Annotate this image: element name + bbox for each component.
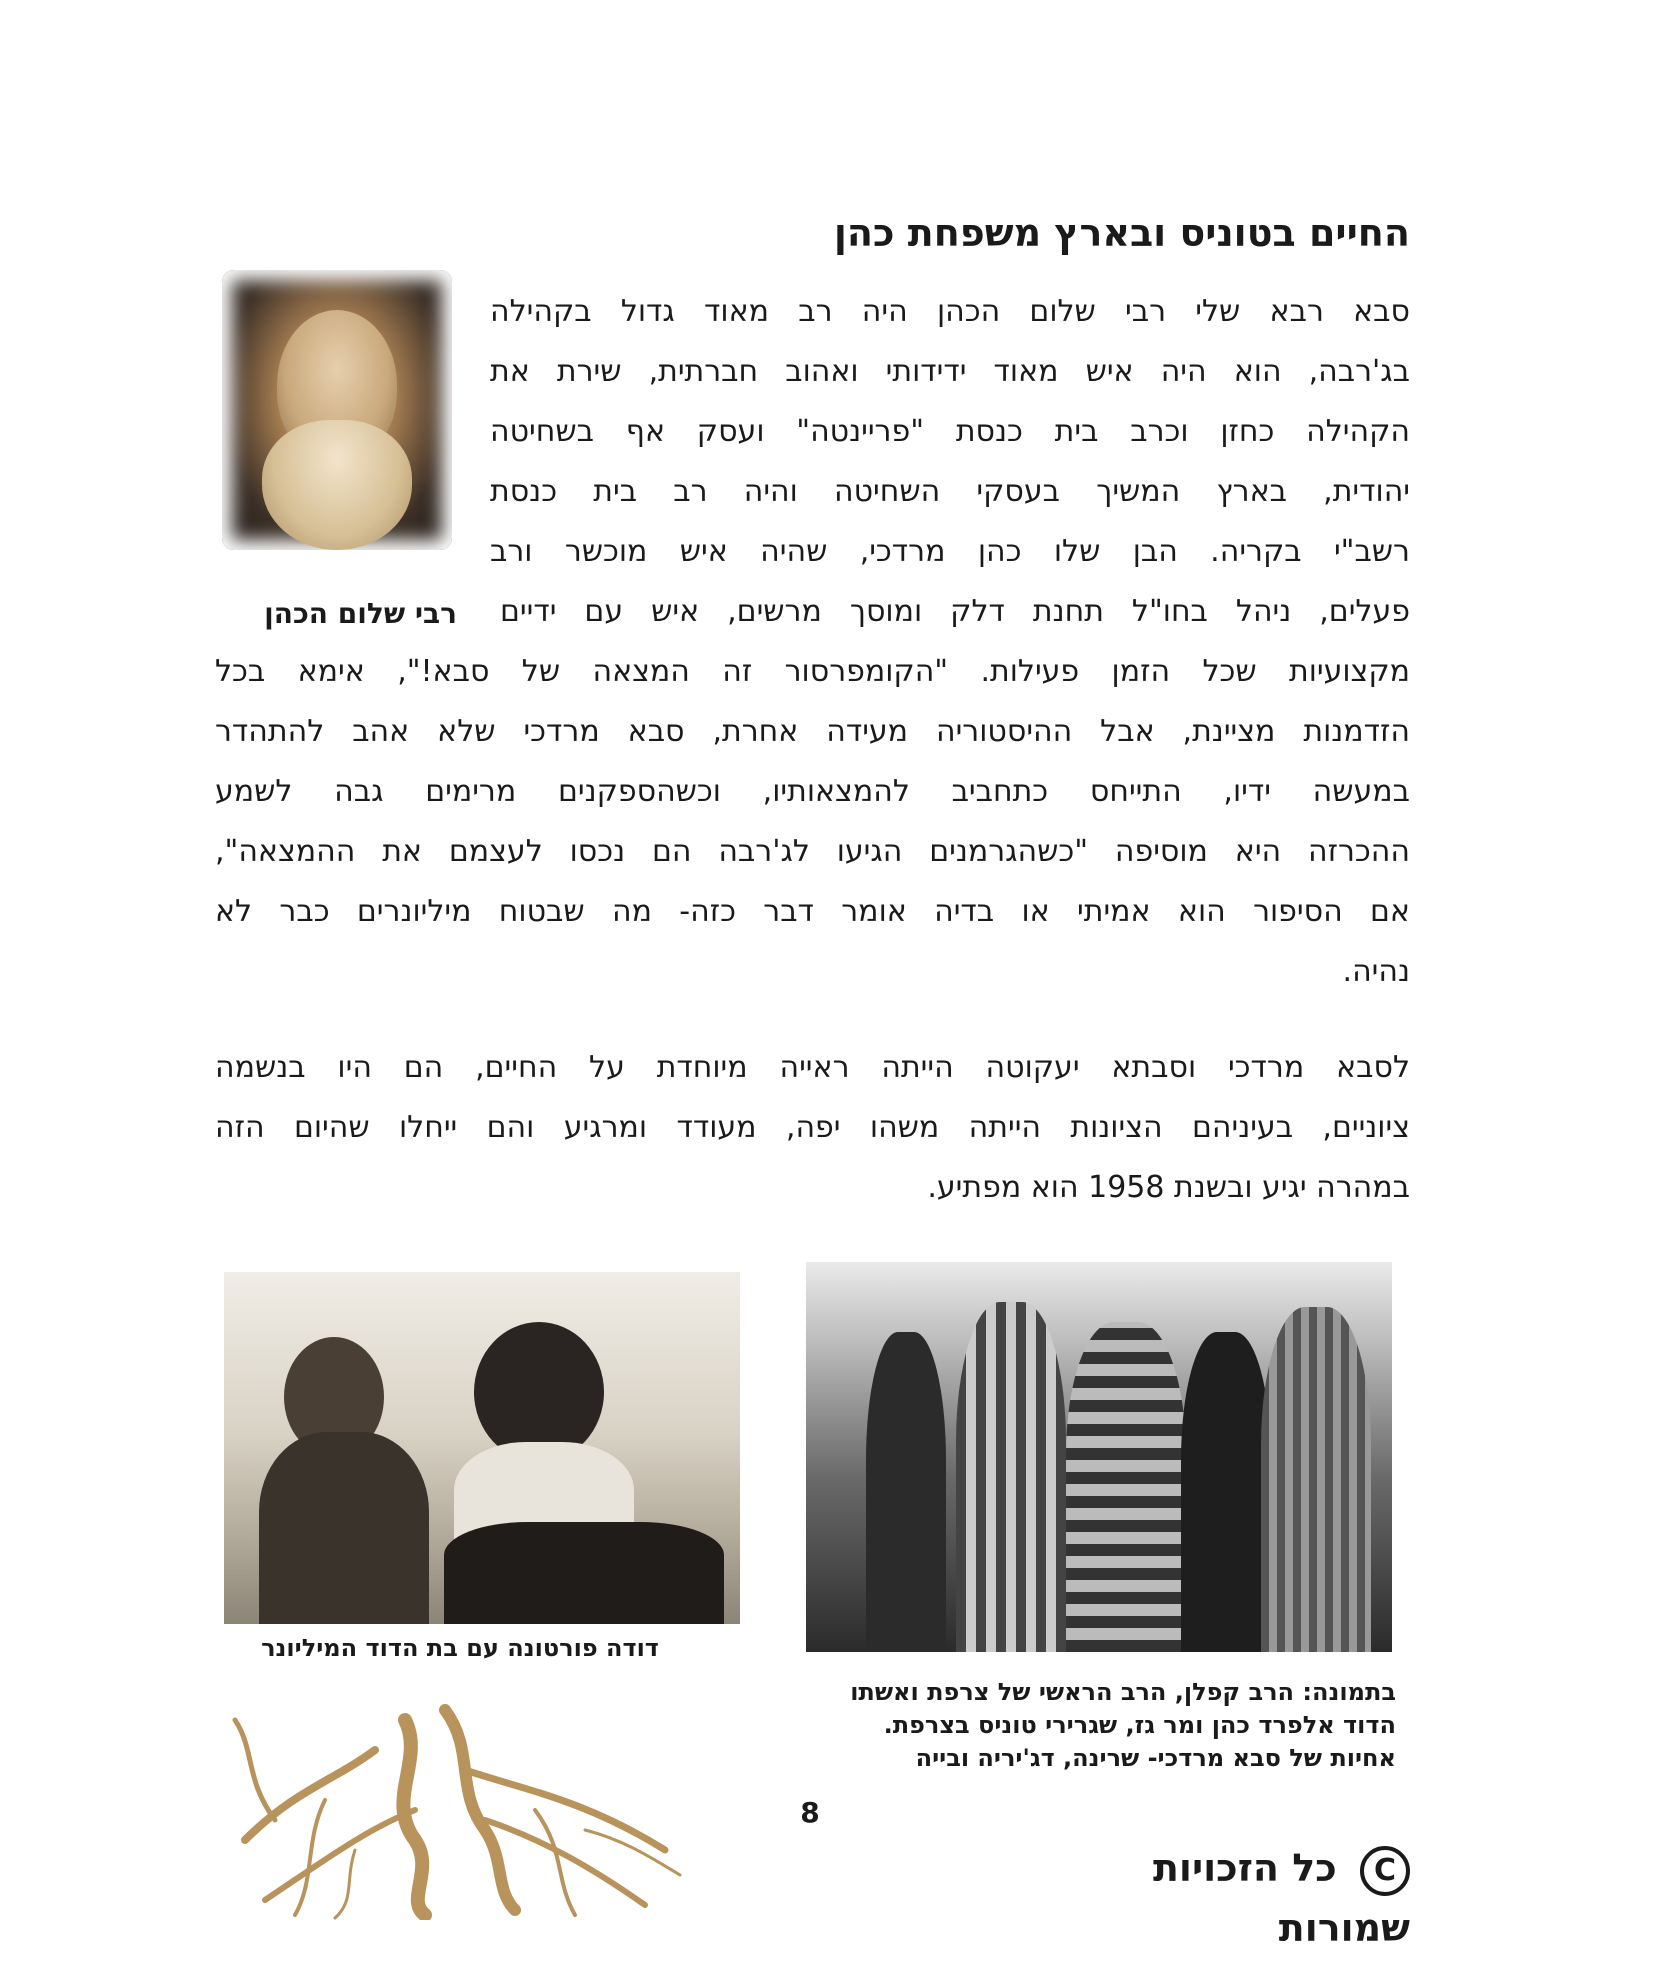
paragraph-1-line: ההכרזה היא מוסיפה "כשהגרמנים הגיעו לג'רבה הם נכסו לעצמם את ההמצאה", bbox=[215, 834, 1410, 869]
paragraph-1-line: נהיה. bbox=[1342, 954, 1410, 989]
family-group-photo bbox=[806, 1262, 1392, 1652]
paragraph-2-line: ציוניים, בעיניהם הציונות הייתה משהו יפה, מעודד ומרגיע והם ייחלו שהיום הזה bbox=[215, 1110, 1410, 1145]
dried-roots-illustration bbox=[205, 1690, 685, 1920]
family-group-caption-line: אחיות של סבא מרדכי- שרינה, דג'יריה ובייה bbox=[915, 1744, 1396, 1772]
page-title: החיים בטוניס ובארץ משפחת כהן bbox=[833, 211, 1410, 255]
family-group-caption bbox=[800, 1676, 1396, 1775]
rabbi-portrait-photo bbox=[222, 270, 452, 550]
paragraph-2 bbox=[215, 1038, 1410, 1218]
paragraph-1-line: אם הסיפור הוא אמיתי או בדיה אומר דבר כזה- מה שבטוח מיליונרים כבר לא bbox=[215, 894, 1410, 929]
paragraph-1-line: רשב"י בקריה. הבן שלו כהן מרדכי, שהיה איש מוכשר ורב bbox=[490, 534, 1410, 569]
paragraph-1-line: פעלים, ניהל בחו"ל תחנת דלק ומוסך מרשים, איש עם ידיים bbox=[500, 594, 1410, 629]
paragraph-2-line: במהרה יגיע ובשנת 1958 הוא מפתיע. bbox=[927, 1170, 1410, 1205]
paragraph-1-line: סבא רבא שלי רבי שלום הכהן היה רב מאוד גדול בקהילה bbox=[490, 294, 1410, 329]
page-number: 8 bbox=[800, 1796, 820, 1829]
aunt-fortuna-photo bbox=[224, 1272, 740, 1624]
paragraph-2-line: לסבא מרדכי וסבתא יעקוטה הייתה ראייה מיוחדת על החיים, הם היו בנשמה bbox=[215, 1050, 1410, 1085]
rabbi-beard bbox=[262, 420, 412, 550]
aunt-fortuna-caption: דודה פורטונה עם בת הדוד המיליונר bbox=[261, 1634, 659, 1662]
rights-text: כל הזכויות שמורות bbox=[1152, 1846, 1410, 1950]
paragraph-1-line: הקהילה כחזן וכרב בית כנסת "פריינטה" ועסק אף בשחיטה bbox=[490, 414, 1410, 449]
paragraph-1-line: הזדמנות מציינת, אבל ההיסטוריה מעידה אחרת, סבא מרדכי שלא אהב להתהדר bbox=[215, 714, 1410, 749]
copyright-icon: C bbox=[1360, 1846, 1410, 1896]
paragraph-1-line: במעשה ידיו, התייחס כתחביב להמצאותיו, וכשהספקנים מרימים גבה לשמע bbox=[215, 774, 1410, 809]
rabbi-caption: רבי שלום הכהן bbox=[264, 597, 457, 630]
paragraph-1 bbox=[490, 282, 1410, 582]
family-group-caption-line: בתמונה: הרב קפלן, הרב הראשי של צרפת ואשתו bbox=[850, 1678, 1396, 1706]
paragraph-1-continued bbox=[215, 582, 1410, 1002]
copyright-notice bbox=[1020, 1838, 1410, 1950]
paragraph-1-line: יהודית, בארץ המשיך בעסקי השחיטה והיה רב בית כנסת bbox=[490, 474, 1410, 509]
paragraph-1-line: מקצועיות שכל הזמן פעילות. "הקומפרסור זה המצאה של סבא!", אימא בכל bbox=[215, 654, 1410, 689]
family-group-caption-line: הדוד אלפרד כהן ומר גז, שגרירי טוניס בצרפת. bbox=[883, 1711, 1396, 1739]
paragraph-1-line: בג'רבה, הוא היה איש מאוד ידידותי ואהוב חברתית, שירת את bbox=[490, 354, 1410, 389]
